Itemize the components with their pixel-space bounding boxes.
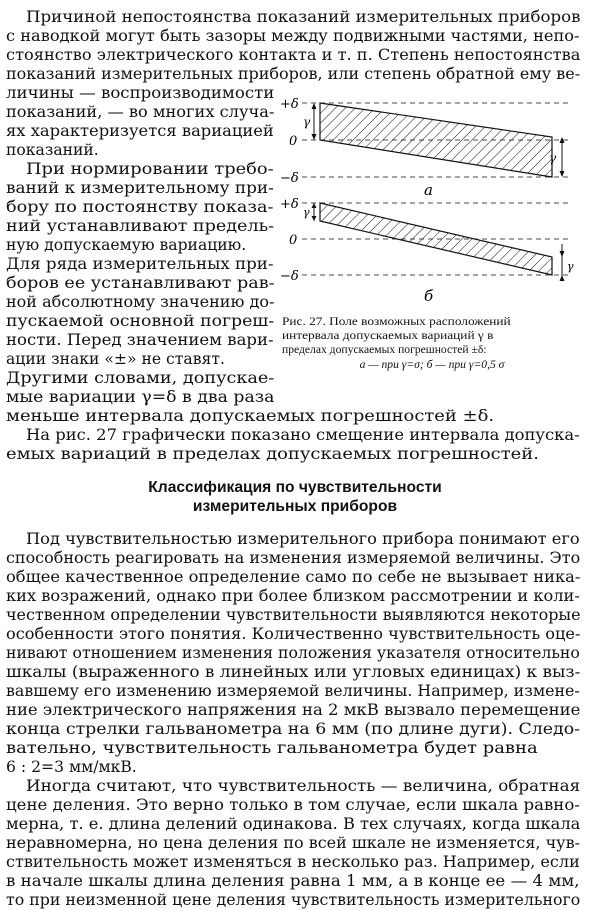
text-line: вавшему его изменению измеряемой величины. Например, измене- (6, 682, 580, 700)
text-line: ности. Перед значением вари- (6, 331, 274, 349)
text-line: бору по постоянству показа- (6, 198, 274, 216)
plus-delta-label: +δ (280, 197, 299, 212)
figure-caption-line: а — при γ=σ; б — при γ=0,5 σ (359, 358, 505, 371)
text-line: мые вариации γ=δ в два раза (6, 388, 275, 406)
text-line: Иногда считают, что чувствительность — величина, обратная (26, 777, 581, 795)
text-line: Под чувствительностью измерительного прибора понимают его (26, 530, 580, 548)
text-line: личины — воспроизводимости (6, 84, 275, 102)
text-line: с наводкой могут быть зазоры между подвижными частями, непо- (6, 27, 580, 45)
plus-delta-label: +δ (280, 97, 299, 112)
text-line: 6 : 2=3 мм/мкВ. (6, 758, 137, 776)
text-line: общее качественное определение само по себе не вызывает ника- (6, 568, 581, 586)
text-line: ваний к измерительному при- (6, 179, 274, 197)
figure-27-diagram (280, 84, 590, 316)
zero-label: 0 (289, 233, 298, 248)
panel-a (280, 97, 568, 199)
text-line: ной абсолютному значению до- (6, 293, 275, 311)
section-heading: измерительных приборов (192, 498, 398, 515)
text-line: меньше интервала допускаемых погрешностей ±δ. (6, 407, 495, 425)
text-line: ний устанавливают предель- (6, 217, 275, 235)
gamma-label: γ (567, 260, 574, 273)
panel-b-label: б (424, 287, 434, 305)
text-line: мерна, т. е. длина делений одинакова. В тех случаях, когда шкала (6, 815, 581, 833)
text-line: цене деления. Это верно только в том случае, если шкала равно- (6, 796, 580, 814)
text-line: вательно, чувствительность гальванометра будет равна (6, 739, 538, 757)
arrow-head-icon (560, 275, 565, 281)
gamma-label: γ (549, 151, 557, 165)
text-line: конца стрелки гальванометра на 6 мм (по длине дуги). Следо- (6, 720, 581, 738)
gamma-label: γ (303, 115, 311, 129)
text-line: емых вариаций в пределах допускаемых погрешностей. (6, 445, 539, 463)
arrow-head-icon (312, 134, 317, 140)
minus-delta-label: −δ (280, 171, 299, 186)
arrow-head-icon (312, 103, 317, 109)
text-line: стоянство электрического контакта и т. п. Степень непостоянства (6, 46, 581, 64)
text-line: особенности этого понятия. Количественно чувствительность оце- (6, 625, 581, 643)
figure-caption-line: интервала допускаемых вариаций γ в (282, 329, 494, 342)
arrow-head-icon (312, 203, 317, 208)
text-line: способность реагировать на изменения измеряемой величины. Это (6, 549, 581, 567)
text-line: Причиной непостоянства показаний измерительных приборов (26, 8, 581, 26)
text-line: ную допускаемую вариацию. (6, 236, 247, 254)
text-line: ях характеризуется вариацией (6, 122, 274, 140)
panel-b (280, 197, 574, 305)
arrow-head-icon (560, 171, 565, 177)
text-line: показаний, — во многих случа- (6, 103, 275, 121)
text-line: неравномерна, но цена деления по всей шкале не изменяется, чув- (6, 834, 580, 852)
text-line: боров ее устанавливают рав- (6, 274, 275, 292)
text-line: то при неизменной цене деления чувствительность измерительного (6, 891, 581, 909)
zero-label: 0 (289, 134, 298, 149)
minus-delta-label: −δ (280, 269, 299, 284)
figure-caption-line: Рис. 27. Поле возможных расположений (282, 315, 511, 328)
text-line: показаний. (6, 141, 99, 159)
figure-caption-line: пределах допускаемых погрешностей ±δ: (282, 343, 487, 356)
text-line: ких возражений, однако при более близком рассмотрении и коли- (6, 587, 580, 605)
variation-band (320, 203, 552, 275)
text-line: нивают отношением изменения положения указателя относительно (6, 644, 580, 662)
text-line: показаний измерительных приборов, или степень обратной ему ве- (6, 65, 581, 83)
gamma-label: γ (303, 206, 310, 219)
panel-a-label: а (424, 181, 433, 199)
text-line: Другими словами, допускае- (6, 369, 275, 387)
arrow-head-icon (312, 216, 317, 221)
text-line: На рис. 27 графически показано смещение интервала допуска- (26, 426, 580, 444)
section-heading: Классификация по чувствительности (148, 479, 442, 496)
text-line: ствительность может изменяться в несколько раз. Например, если (6, 853, 580, 871)
text-line: Для ряда измерительных при- (6, 255, 274, 273)
text-line: шкалы (выраженного в линейных или угловых единицах) к выз- (6, 663, 581, 681)
variation-band (320, 103, 552, 177)
text-line: ации знаки «±» не ставят. (6, 350, 225, 368)
text-line: пускаемой основной погреш- (6, 312, 275, 330)
text-line: в начале шкалы длина деления равна 1 мм, а в конце ее — 4 мм, (6, 872, 580, 890)
text-line: чественном определении чувствительности выявляются некоторые (6, 606, 581, 624)
text-line: При нормировании требо- (26, 160, 274, 178)
arrow-head-icon (560, 251, 565, 257)
text-line: ние электрического напряжения на 2 мкВ вызвало перемещение (6, 701, 581, 719)
